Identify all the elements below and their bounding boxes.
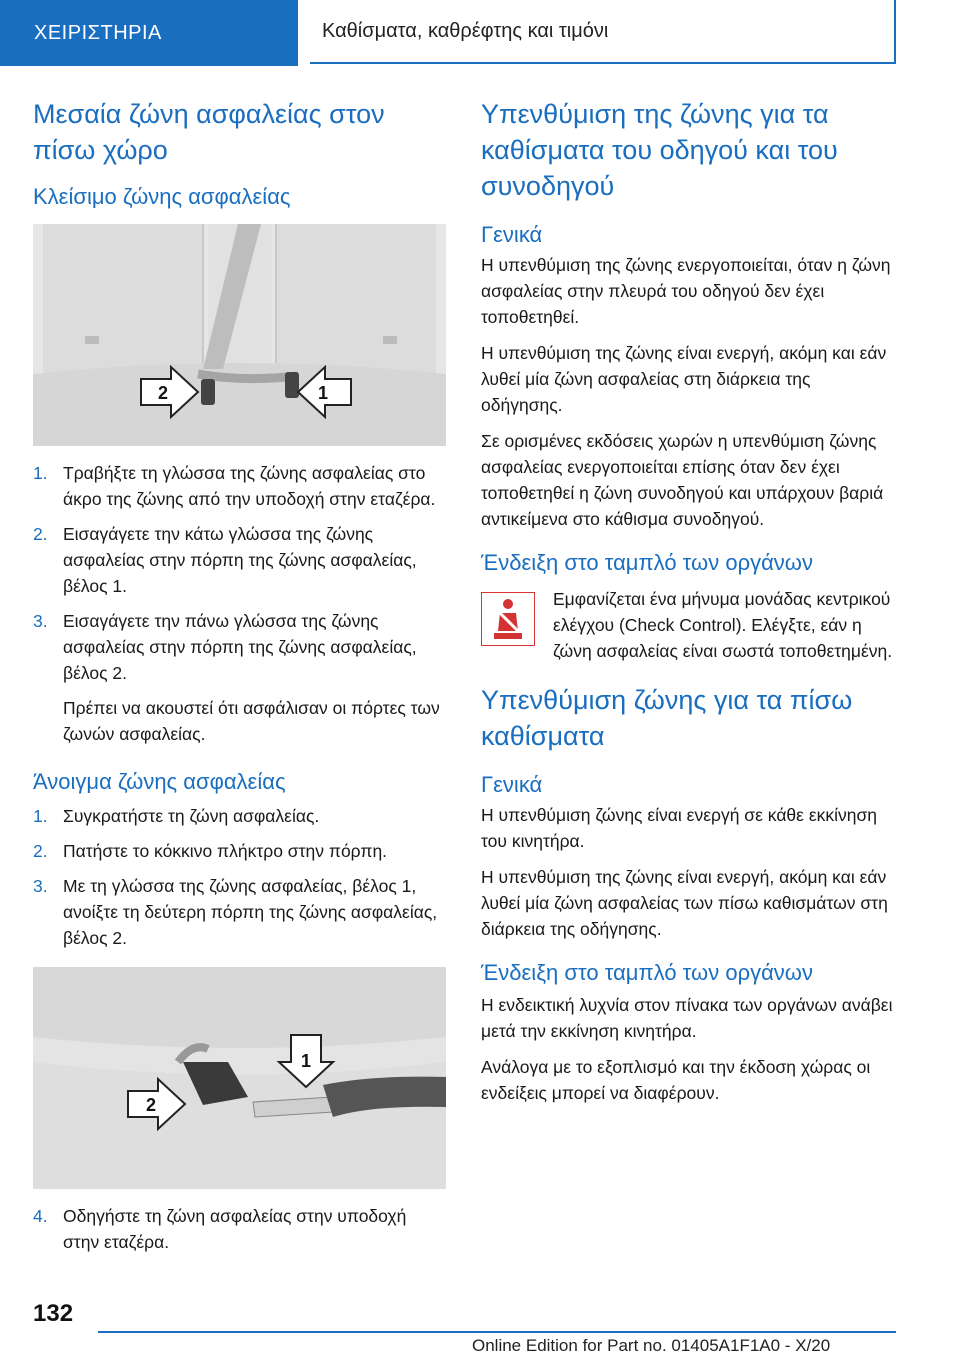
section-title-front-reminder: Υπενθύμιση της ζώνης για τα καθίσματα του οδηγού και του συνοδηγού (481, 99, 838, 201)
list-item: 1. Συγκρατήστε τη ζώνη ασφαλείας. (33, 806, 320, 826)
paragraph: Ανάλογα με το εξοπλισμό και την έκδοση χώρας οι ενδείξεις μπορεί να διαφέρουν. (481, 1057, 871, 1103)
right-column (481, 96, 896, 1116)
belt-buckle-release-illustration (33, 967, 446, 1189)
opening-steps-list (33, 803, 446, 951)
heading-display-1: Ένδειξη στο ταμπλό των οργάνων (481, 550, 813, 575)
check-control-note (481, 586, 896, 664)
list-item: 1. Τραβήξτε τη γλώσσα της ζώνης ασφαλείας στο άκρο της ζώνης από την υποδοχή στην εταζέρα. (33, 463, 436, 509)
page-header (0, 0, 960, 66)
list-item: 3. Με τη γλώσσα της ζώνης ασφαλείας, βέλος 1, ανοίξτε τη δεύτερη πόρπη της ζώνης ασφαλείας, βέλος 2. (33, 876, 438, 948)
rear-seat-buckle-illustration (33, 224, 446, 446)
section-title-rear-belt: Μεσαία ζώνη ασφαλείας στον πίσω χώρο (33, 99, 385, 165)
list-item: 4. Οδηγήστε τη ζώνη ασφαλείας στην υποδοχή στην εταζέρα. (33, 1206, 407, 1252)
callout-2: 2 (157, 383, 169, 403)
paragraph: Σε ορισμένες εκδόσεις χωρών η υπενθύμιση ζώνης ασφαλείας ενεργοποιείται επίσης όταν δεν έχει τοποθετηθεί η ζώνη συνοδηγού και υπάρχουν βαριά αντικείμενα στο κάθισμα συνοδηγού. (481, 431, 884, 529)
section-tab: ΧΕΙΡΙΣΤΗΡΙΑ (0, 0, 298, 66)
callout-1: 1 (317, 383, 329, 403)
paragraph: Η υπενθύμιση της ζώνης ενεργοποιείται, όταν η ζώνη ασφαλείας στην πλευρά του οδηγού δεν έχει τοποθετηθεί. (481, 255, 891, 327)
heading-display-2: Ένδειξη στο ταμπλό των οργάνων (481, 960, 813, 985)
heading-general-1: Γενικά (481, 222, 543, 247)
list-item: 2. Πατήστε το κόκκινο πλήκτρο στην πόρπη. (33, 841, 388, 861)
paragraph: Η υπενθύμιση ζώνης είναι ενεργή σε κάθε εκκίνηση του κινητήρα. (481, 805, 878, 851)
left-column (33, 96, 446, 1264)
paragraph: Η υπενθύμιση της ζώνης είναι ενεργή, ακόμη και εάν λυθεί μία ζώνη ασφαλείας στη διάρκεια της οδήγησης. (481, 343, 887, 415)
paragraph: Η υπενθύμιση της ζώνης είναι ενεργή, ακόμη και εάν λυθεί μία ζώνη ασφαλείας των πίσω καθισμάτων στη διάρκεια της οδήγησης. (481, 867, 888, 939)
illustration-closing-belt (33, 224, 446, 446)
heading-opening-belt: Άνοιγμα ζώνης ασφαλείας (33, 769, 286, 794)
paragraph: Η ενδεικτική λυχνία στον πίνακα των οργάνων ανάβει μετά την εκκίνηση κινητήρα. (481, 995, 893, 1041)
closing-steps-list (33, 460, 446, 686)
callout-2: 2 (145, 1095, 157, 1115)
final-step-list (33, 1203, 446, 1255)
list-item: 3. Εισαγάγετε την πάνω γλώσσα της ζώνης ασφαλείας στην πόρπη της ζώνης ασφαλείας, βέλος 2. (33, 611, 417, 683)
illustration-opening-belt (33, 967, 446, 1189)
section-title-rear-reminder: Υπενθύμιση ζώνης για τα πίσω καθίσματα (481, 685, 853, 751)
heading-general-2: Γενικά (481, 772, 543, 797)
page-number: 132 (33, 1300, 74, 1327)
footer-divider (98, 1331, 896, 1333)
list-item: 2. Εισαγάγετε την κάτω γλώσσα της ζώνης ασφαλείας στην πόρπη της ζώνης ασφαλείας, βέλος 1. (33, 524, 417, 596)
chapter-tab: Καθίσματα, καθρέφτης και τιμόνι (310, 0, 896, 64)
edition-text: Online Edition for Part no. 01405A1F1A0 - X/20 (472, 1336, 831, 1355)
seatbelt-warning-icon (481, 592, 535, 646)
check-control-text: Εμφανίζεται ένα μήνυμα μονάδας κεντρικού ελέγχου (Check Control). Ελέγξτε, εάν η ζώνη ασφαλείας είναι σωστά τοποθετημένη. (553, 589, 893, 661)
heading-closing-belt: Κλείσιμο ζώνης ασφαλείας (33, 184, 291, 209)
callout-1: 1 (300, 1051, 312, 1071)
closing-note: Πρέπει να ακουστεί ότι ασφάλισαν οι πόρτες των ζωνών ασφαλείας. (63, 698, 440, 744)
